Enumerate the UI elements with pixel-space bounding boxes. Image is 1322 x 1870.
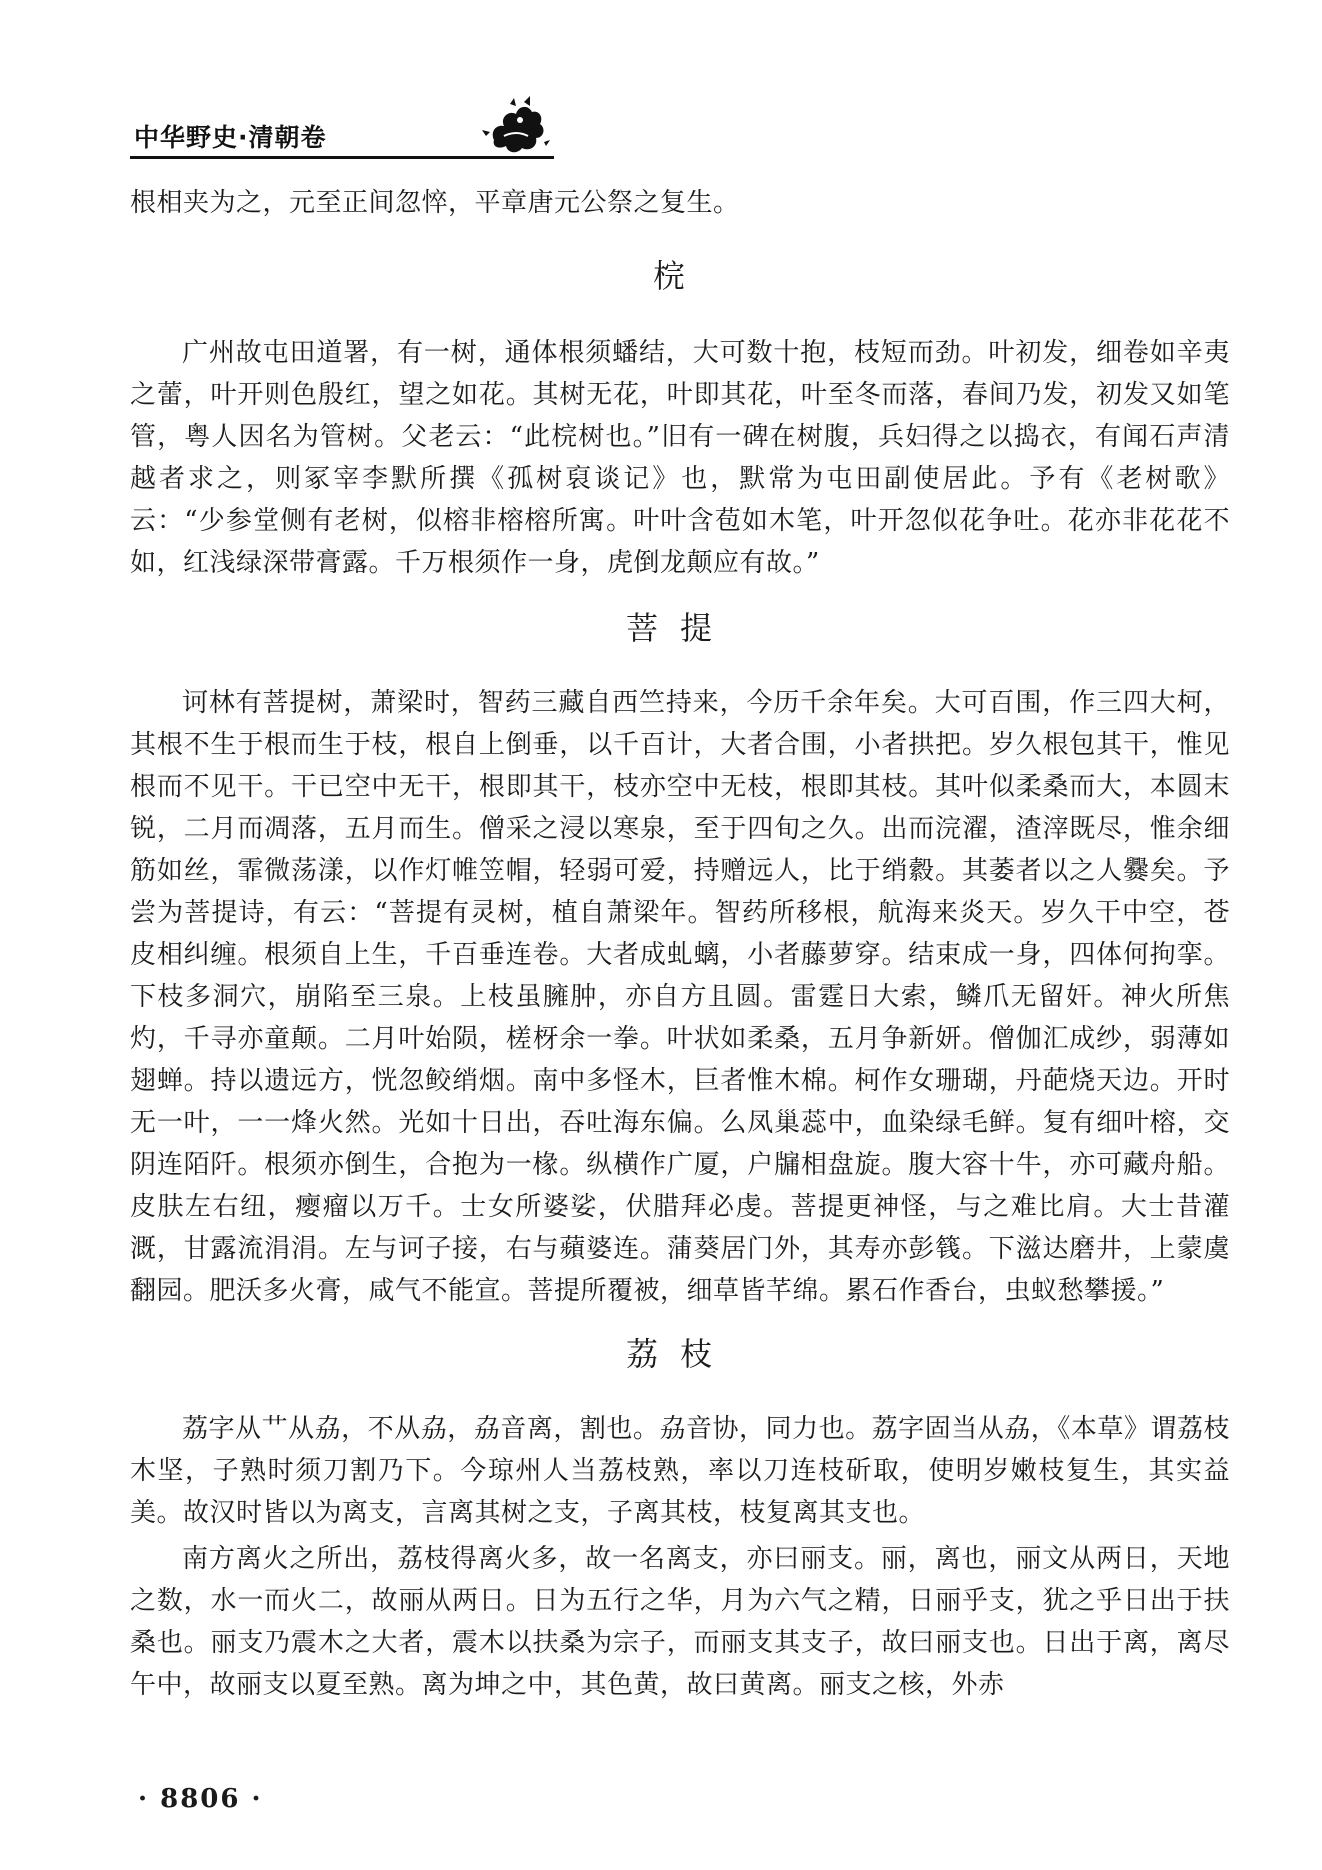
paragraph: 荔字从艹从劦，不从劦，劦音离，割也。劦音协，同力也。荔字固当从劦，《本草》谓荔枝木坚，子熟时须刀割乃下。今琼州人当荔枝熟，率以刀连枝斫取，使明岁嫩枝复生，其实益美。故汉时皆以为离支，言离其树之支，子离其枝，枝复离其支也。 (130, 1414, 1230, 1528)
section-title-lizhi: 荔枝 (625, 1335, 734, 1373)
page-number: · 8806 · (138, 1784, 263, 1814)
section-title-huan: 梡 (652, 257, 707, 295)
continued-paragraph: 根相夹为之，元至正间忽悴，平章唐元公祭之复生。 (130, 188, 740, 218)
book-title: 中华野史·清朝卷 (134, 123, 327, 152)
page-body (130, 182, 1230, 1706)
paragraph: 南方离火之所出，荔枝得离火多，故一名离支，亦曰丽支。丽，离也，丽文从两日，天地之数，水一而火二，故丽从两日。日为五行之华，月为六气之精，日丽乎支，犹之乎日出于扶桑也。丽支乃震木之大者，震木以扶桑为宗子，而丽支其支子，故曰丽支也。日出于离，离尽午中，故丽支以夏至熟。离为坤之中，其色黄，故曰黄离。丽支之核，外赤 (130, 1544, 1230, 1700)
paragraph: 诃林有菩提树，萧梁时，智药三藏自西竺持来，今历千余年矣。大可百围，作三四大柯，其根不生于根而生于枝，根自上倒垂，以千百计，大者合围，小者拱把。岁久根包其干，惟见根而不见干。干已空中无干，根即其干，枝亦空中无枝，根即其枝。其叶似柔桑而大，本圆末锐，二月而凋落，五月而生。僧采之浸以寒泉，至于四旬之久。出而浣濯，渣滓既尽，惟余细筋如丝，霏微荡漾，以作灯帷笠帽，轻弱可爱，持赠远人，比于绡縠。其萎者以之人爨矣。予尝为菩提诗，有云：“菩提有灵树，植自萧梁年。智药所移根，航海来炎天。岁久干中空，苍皮相纠缠。根须自上生，千百垂连卷。大者成虬螭，小者藤萝穿。结束成一身，四体何拘挛。下枝多洞穴，崩陷至三泉。上枝虽臃肿，亦自方且圆。雷霆日大索，鳞爪无留奸。神火所焦灼，千寻亦童颠。二月叶始陨，槎枒余一拳。叶状如柔桑，五月争新妍。僧伽汇成纱，弱薄如翅蝉。持以遗远方，恍忽鲛绡烟。南中多怪木，巨者惟木棉。柯作女珊瑚，丹葩烧天边。开时无一叶，一一烽火然。光如十日出，吞吐海东偏。么凤巢蕊中，血染绿毛鲜。复有细叶榕，交阴连陌阡。根须亦倒生，合抱为一椽。纵横作广厦，户牖相盘旋。腹大容十牛，亦可藏舟船。皮肤左右纽，瘿瘤以万千。士女所婆娑，伏腊拜必虔。菩提更神怪，与之难比肩。大士昔灌溉，甘露流涓涓。左与诃子接，右与蘋婆连。蒲葵居门外，其寿亦彭篯。下滋达磨井，上蒙虞翻园。肥沃多火膏，咸气不能宣。菩提所覆被，细草皆芊绵。累石作香台，虫蚁愁攀援。” (130, 688, 1230, 1306)
paragraph: 广州故屯田道署，有一树，通体根须蟠结，大可数十抱，枝短而劲。叶初发，细卷如辛夷之蕾，叶开则色殷红，望之如花。其树无花，叶即其花，叶至冬而落，春间乃发，初发又如笔管，粤人因名为管树。父老云：“此梡树也。”旧有一碑在树腹，兵妇得之以捣衣，有闻石声清越者求之，则冢宰李默所撰《孤树裒谈记》也，默常为屯田副使居此。予有《老树歌》云：“少参堂侧有老树，似榕非榕榕所寓。叶叶含苞如木笔，叶开忽似花争吐。花亦非花花不如，红浅绿深带膏露。千万根须作一身，虎倒龙颠应有故。” (130, 338, 1230, 578)
dragon-logo-icon (480, 96, 552, 158)
running-header (130, 96, 554, 164)
section-title-puti: 菩提 (625, 609, 734, 647)
header-rule (130, 156, 554, 159)
